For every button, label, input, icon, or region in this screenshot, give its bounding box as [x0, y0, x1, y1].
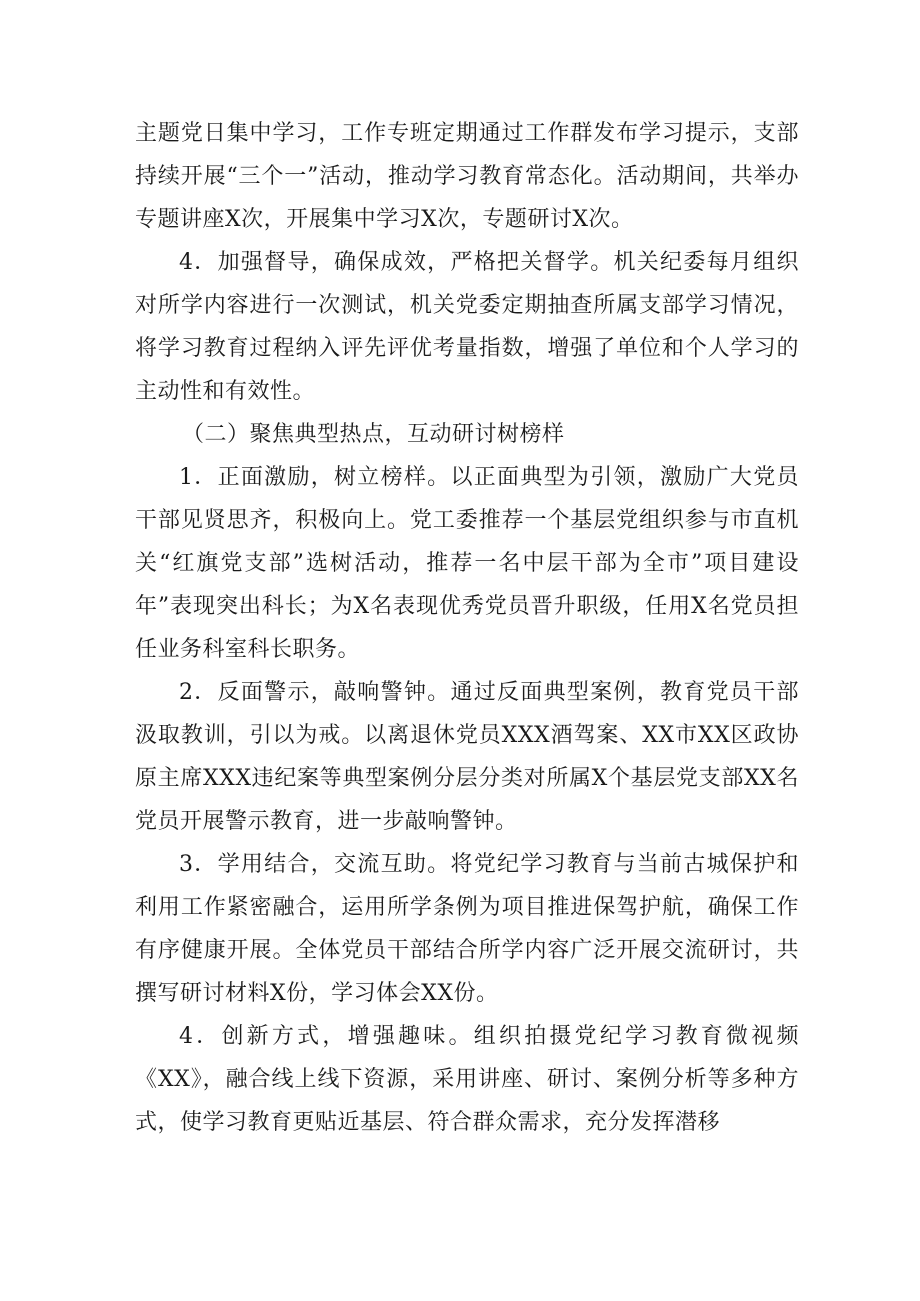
paragraph-positive-incentive: 1．正面激励，树立榜样。以正面典型为引领，激励广大党员干部见贤思齐，积极向上。党工委推荐一个基层党组织参与市直机关“红旗党支部”选树活动，推荐一名中层干部为全市”项目建设年”表现突出科长；为X名表现优秀党员晋升职级，任用X名党员担任业务科室科长职务。: [135, 465, 799, 662]
document-body: [135, 112, 799, 1144]
paragraph-continuation: 主题党日集中学习，工作专班定期通过工作群发布学习提示，支部持续开展“三个一”活动，推动学习教育常态化。活动期间，共举办专题讲座X次，开展集中学习X次，专题研讨X次。: [135, 121, 799, 232]
section-heading: （二）聚焦典型热点，互动研讨树榜样: [182, 422, 565, 447]
paragraph-supervision: 4．加强督导，确保成效，严格把关督学。机关纪委每月组织对所学内容进行一次测试，机关党委定期抽查所属支部学习情况，将学习教育过程纳入评先评优考量指数，增强了单位和个人学习的主动性和有效性。: [135, 250, 799, 404]
paragraph-study-application: 3．学用结合，交流互助。将党纪学习教育与当前古城保护和利用工作紧密融合，运用所学条例为项目推进保驾护航，确保工作有序健康开展。全体党员干部结合所学内容广泛开展交流研讨，共撰写研讨材料X份，学习体会XX份。: [135, 852, 799, 1006]
paragraph-innovation: 4．创新方式，增强趣味。组织拍摄党纪学习教育微视频《XX》，融合线上线下资源，采用讲座、研讨、案例分析等多种方式，使学习教育更贴近基层、符合群众需求，充分发挥潜移: [135, 1024, 799, 1135]
paragraph-negative-warning: 2．反面警示，敲响警钟。通过反面典型案例，教育党员干部汲取教训，引以为戒。以离退休党员XXX酒驾案、XX市XX区政协原主席XXX违纪案等典型案例分层分类对所属X个基层党支部XX名党员开展警示教育，进一步敲响警钟。: [135, 680, 799, 834]
